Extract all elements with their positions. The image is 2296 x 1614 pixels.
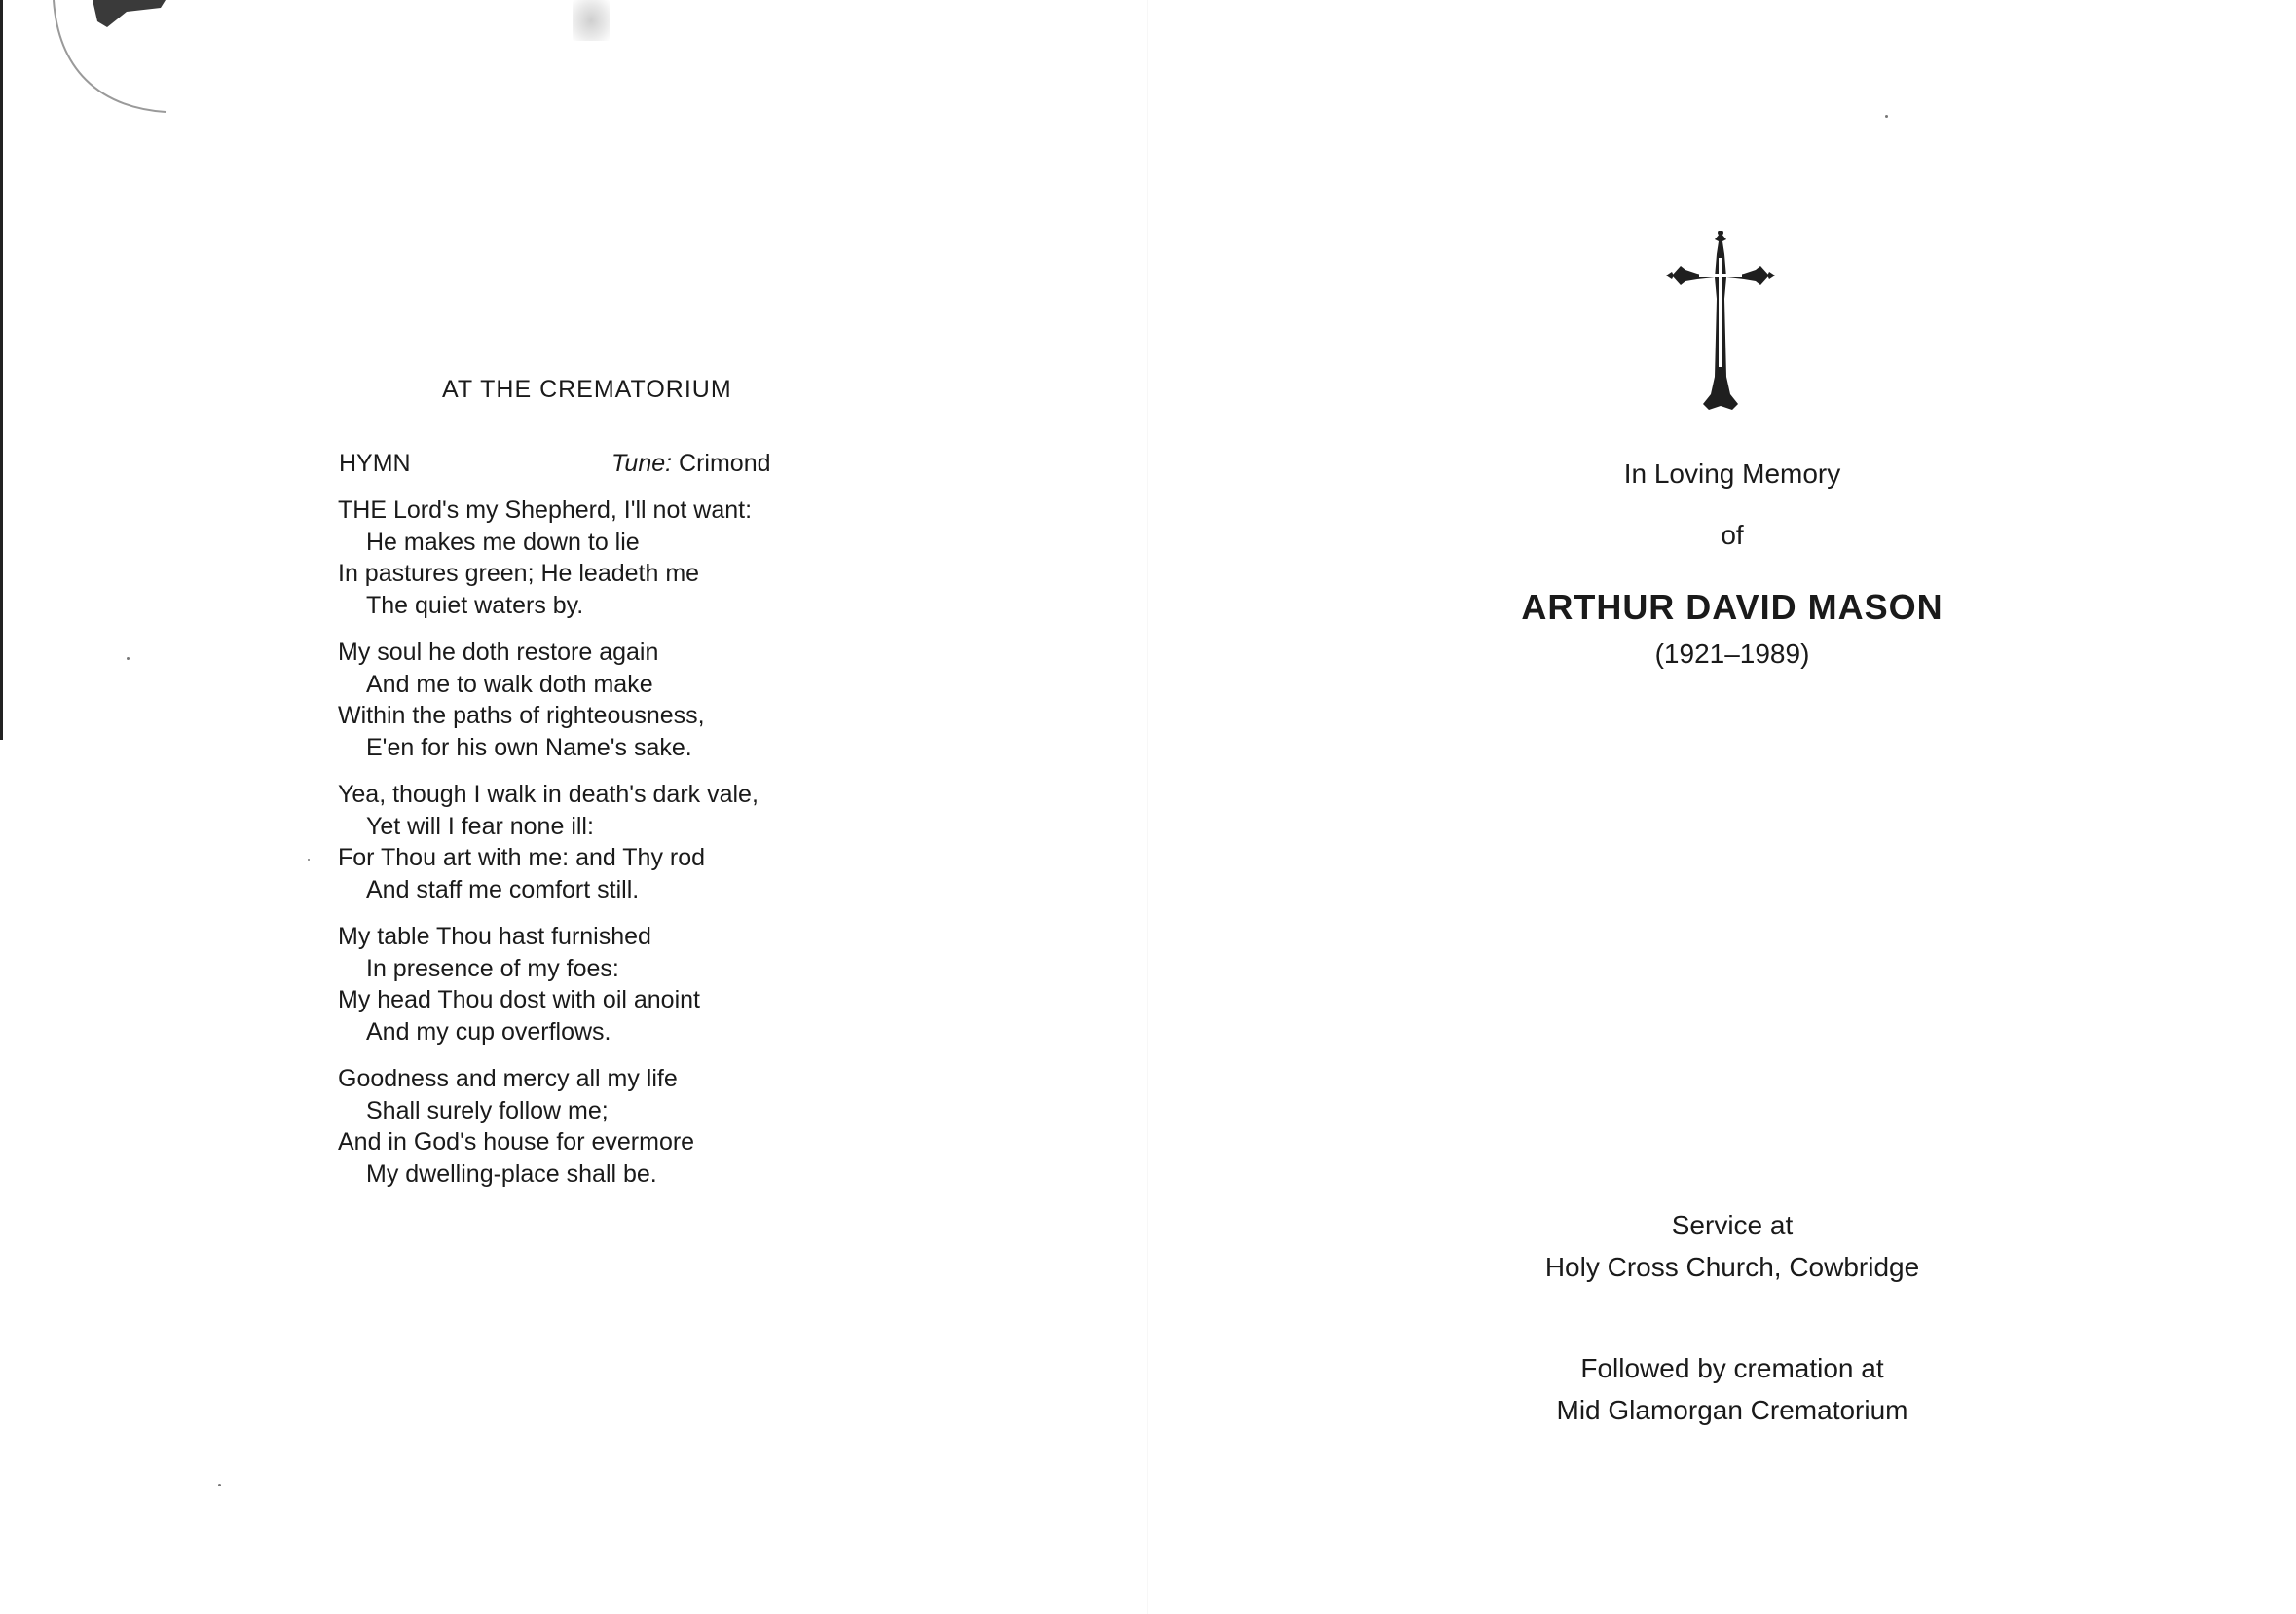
cross-icon [1662, 231, 1779, 416]
verse-line: Yea, though I walk in death's dark vale, [338, 781, 759, 808]
deceased-name: ARTHUR DAVID MASON [1521, 587, 1944, 627]
service-line-1: Service at [1671, 1210, 1794, 1240]
scan-speck [218, 1484, 221, 1486]
verse-line: In presence of my foes: [366, 954, 619, 982]
verse-line: My soul he doth restore again [338, 639, 659, 666]
tune-name: Crimond [679, 450, 771, 477]
cremation-line-2: Mid Glamorgan Crematorium [1556, 1395, 1908, 1425]
verse [338, 1063, 844, 1190]
verse-line: My head Thou dost with oil anoint [338, 986, 700, 1013]
verse-line: E'en for his own Name's sake. [366, 733, 692, 761]
verse-line: Shall surely follow me; [366, 1096, 609, 1124]
verse-line: THE Lord's my Shepherd, I'll not want: [338, 496, 753, 524]
service-line-2: Holy Cross Church, Cowbridge [1544, 1252, 1920, 1282]
verse-line: Yet will I fear none ill: [366, 812, 594, 840]
verse-line: And staff me comfort still. [366, 875, 640, 903]
verse-line: Goodness and mercy all my life [338, 1065, 678, 1092]
of-text: of [1721, 520, 1744, 550]
scan-artifact-smudge [573, 0, 610, 41]
verse-line: For Thou art with me: and Thy rod [338, 844, 706, 871]
scan-speck [127, 657, 130, 660]
section-title: AT THE CREMATORIUM [442, 376, 732, 403]
verse-line: My dwelling-place shall be. [366, 1159, 657, 1188]
tune-line [611, 450, 771, 478]
cremation-line-1: Followed by cremation at [1580, 1353, 1884, 1383]
scan-artifact-edge [0, 0, 3, 740]
scan-speck [1885, 115, 1888, 118]
verse-line: And in God's house for evermore [338, 1128, 695, 1155]
verse-line: In pastures green; He leadeth me [338, 560, 700, 587]
verse-line: He makes me down to lie [366, 528, 640, 556]
hymn-text [338, 495, 844, 1205]
scan-artifact-corner [0, 0, 175, 117]
scan-speck [308, 859, 310, 861]
tune-label: Tune: [611, 450, 673, 477]
fold-line [1147, 0, 1148, 1614]
verse-line: The quiet waters by. [366, 591, 584, 619]
hymn-label: HYMN [339, 450, 411, 477]
verse [338, 637, 844, 763]
in-loving-memory: In Loving Memory [1623, 459, 1841, 489]
life-dates: (1921–1989) [1654, 639, 1810, 669]
verse [338, 779, 844, 905]
verse-line: My table Thou hast furnished [338, 923, 651, 950]
verse-line: And my cup overflows. [366, 1017, 611, 1045]
verse-line: Within the paths of righteousness, [338, 702, 705, 729]
verse-line: And me to walk doth make [366, 670, 653, 698]
verse [338, 921, 844, 1047]
verse [338, 495, 844, 621]
